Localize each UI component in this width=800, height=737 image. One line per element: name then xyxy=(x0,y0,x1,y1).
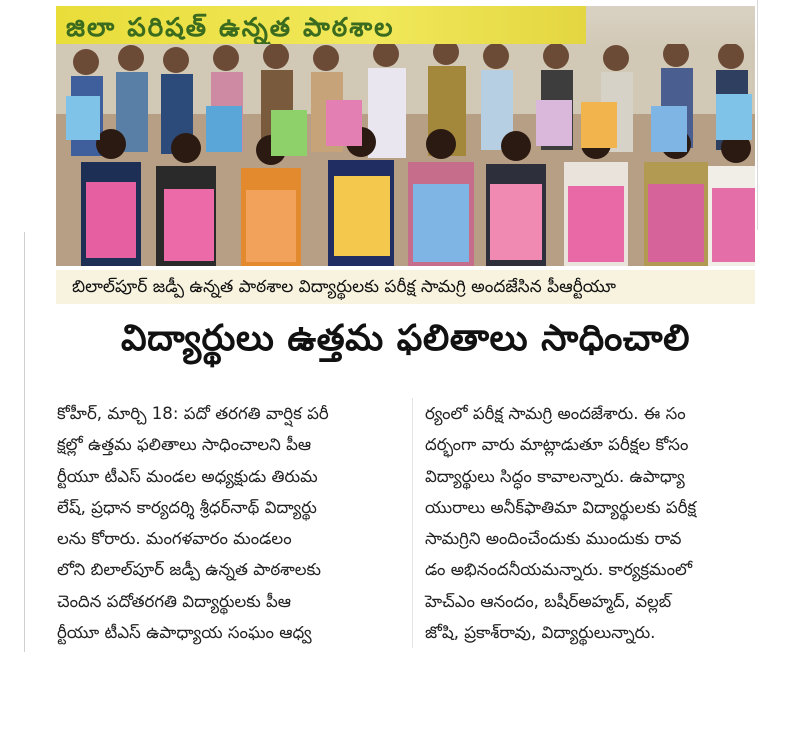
photo-caption: బిలాల్‌పూర్ జడ్పీ ఉన్నత పాఠశాల విద్యార్థులకు పరీక్ష సామగ్రి అందజేసిన పీఆర్టీయూ xyxy=(56,270,755,304)
article-line: చెందిన పదోతరగతి విద్యార్థులకు పీఆ xyxy=(57,591,292,611)
students-group-illustration xyxy=(56,44,755,266)
column-divider xyxy=(412,398,413,648)
article-line: సామగ్రిని అందించేందుకు ముందుకు రావ xyxy=(425,529,682,549)
article-line: యురాలు అనీక్‌ఫాతిమా విద్యార్థులకు పరీక్ష xyxy=(425,497,697,517)
article-line: లేష్, ప్రధాన కార్యదర్శి శ్రీధర్‌నాథ్ విద్యార్థు xyxy=(57,497,317,517)
news-photo xyxy=(56,6,755,266)
article-line: కోహీర్, మార్చి 18: పదో తరగతి వార్షిక పరీ xyxy=(57,404,329,423)
article-column-right xyxy=(425,398,773,648)
column-rule-left xyxy=(24,232,25,652)
article-line: డం అభినందనీయమన్నారు. కార్యక్రమంలో xyxy=(425,560,693,580)
article-line: హెచ్ఎం ఆనందం, బషీర్‌అహ్మద్, వల్లబ్ xyxy=(425,591,672,611)
article-line: విద్యార్థులు సిద్ధం కావాలన్నారు. ఉపాధ్యా xyxy=(425,466,685,486)
column-rule-top xyxy=(757,0,758,230)
article-line: జోషి, ప్రకాశ్‌రావు, విద్యార్థులున్నారు. xyxy=(425,623,656,643)
article-line: ర్యంలో పరీక్ష సామగ్రి అందజేశారు. ఈ సం xyxy=(425,404,686,423)
article-column-left xyxy=(57,398,405,648)
article-line: క్షల్లో ఉత్తమ ఫలితాలు సాధించాలని పీఆ xyxy=(57,435,312,455)
school-banner: జిలా పరిషత్ ఉన్నత పాఠశాల xyxy=(56,6,586,50)
article-line: లోని బిలాల్‌పూర్ జడ్పీ ఉన్నత పాఠశాలకు xyxy=(57,560,321,580)
article-headline: విద్యార్థులు ఉత్తమ ఫలితాలు సాధించాలి xyxy=(121,318,690,359)
article-line: ర్టీయూ టీఎస్ ఉపాధ్యాయ సంఘం ఆధ్వ xyxy=(57,623,312,643)
article-line: దర్భంగా వారు మాట్లాడుతూ పరీక్షల కోసం xyxy=(425,435,689,455)
article-line: ర్టీయూ టీఎస్ మండల అధ్యక్షుడు తిరుమ xyxy=(57,466,318,486)
article-line: లను కోరారు. మంగళవారం మండలం xyxy=(57,529,292,549)
